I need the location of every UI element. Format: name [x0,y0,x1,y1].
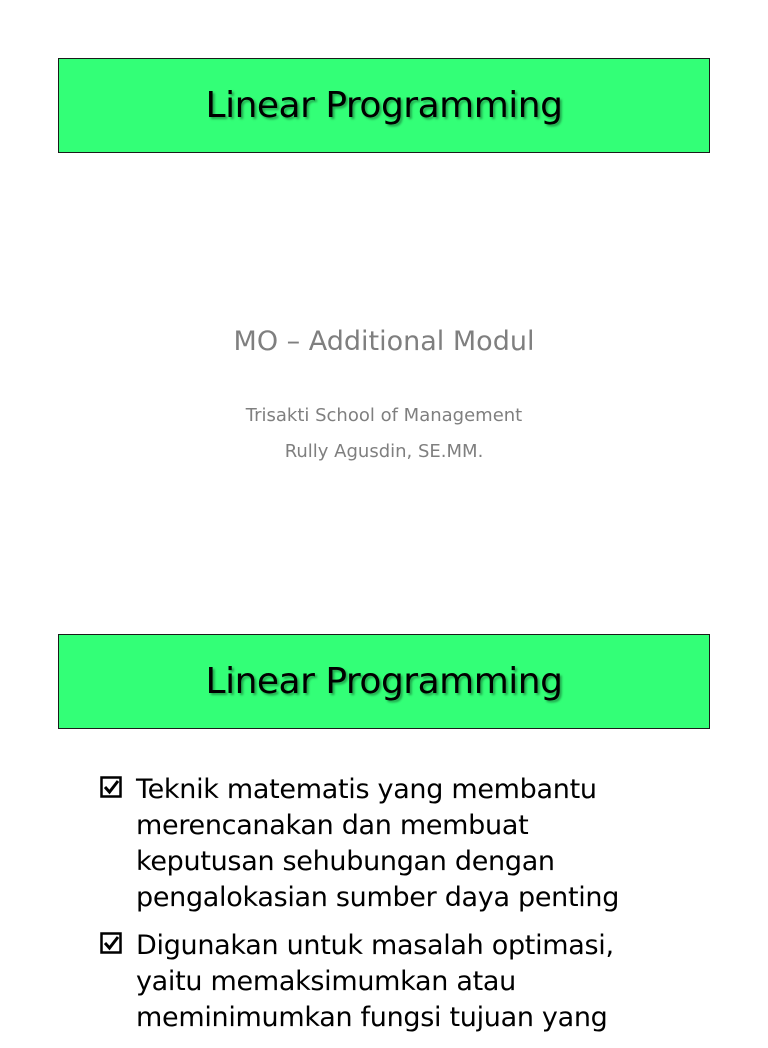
slide-1-title-box [58,58,710,153]
bullet-item [100,928,660,1036]
bullet-text: Digunakan untuk masalah optimasi, yaitu memaksimumkan atau meminimumkan fungsi tujuan yang [136,930,614,1033]
slide-1-author: Rully Agusdin, SE.MM. [284,441,484,462]
slide-1-subtitle: MO – Additional Modul [233,326,535,357]
slide-2 [0,576,768,1033]
slide-2-title-box [58,634,710,729]
checkbox-checked-icon [100,776,122,798]
bullet-text: Teknik matematis yang membantu merencanakan dan membuat keputusan sehubungan dengan pengalokasian sumber daya penting [136,774,620,913]
bullet-list [100,772,660,1048]
bullet-item [100,772,660,916]
slide-1-title: Linear Programming [205,85,563,126]
slide-1-institution: Trisakti School of Management [245,405,523,426]
slide-2-title: Linear Programming [205,661,563,702]
checkbox-checked-icon [100,932,122,954]
